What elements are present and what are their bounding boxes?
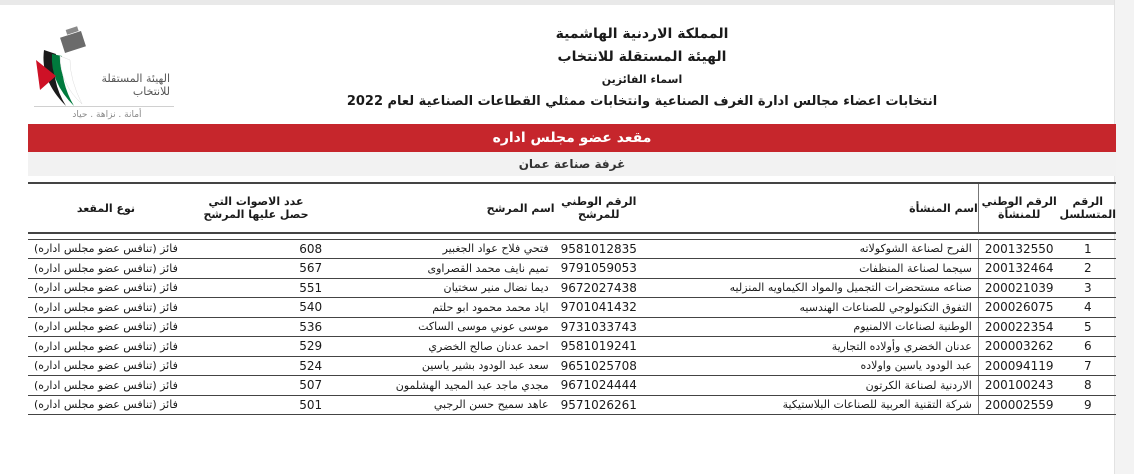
cell-facility-name: الوطنية لصناعات الالمنيوم [643, 317, 978, 337]
cell-national-id: 9791059053 [555, 259, 643, 279]
cell-serial: 8 [1060, 376, 1116, 396]
cell-serial: 6 [1060, 337, 1116, 357]
cell-votes: 529 [184, 337, 328, 357]
table-row [28, 376, 1116, 396]
cell-candidate-name: فتحي فلاح عواد الجغبير [328, 239, 554, 259]
cell-facility-name: الفرح لصناعة الشوكولاته [643, 239, 978, 259]
cell-candidate-name: عاهد سميح حسن الرجبي [328, 395, 554, 415]
table-row [28, 298, 1116, 318]
logo-motto: أمانة . نزاهة . حياد [72, 110, 142, 120]
cell-national-id: 9571026261 [555, 395, 643, 415]
cell-serial: 7 [1060, 356, 1116, 376]
logo-divider [34, 106, 174, 107]
cell-facility-name: شركة التقنية العربية للصناعات البلاستيكية [643, 395, 978, 415]
cell-seat-type: فائز (تنافس عضو مجلس اداره) [28, 356, 184, 376]
cell-votes: 501 [184, 395, 328, 415]
table-row [28, 317, 1116, 337]
cell-serial: 1 [1060, 239, 1116, 259]
cell-votes: 567 [184, 259, 328, 279]
cell-serial: 4 [1060, 298, 1116, 318]
cell-candidate-name: موسى عوني موسى الساكت [328, 317, 554, 337]
cell-facility-id: 200132464 [978, 259, 1059, 279]
header-commission: الهيئة المستقلة للانتخاب [557, 49, 727, 65]
table-row [28, 395, 1116, 415]
cell-seat-type: فائز (تنافس عضو مجلس اداره) [28, 395, 184, 415]
cell-facility-id: 200021039 [978, 278, 1059, 298]
cell-facility-id: 200003262 [978, 337, 1059, 357]
logo-text: الهيئة المستقلة للانتخاب [101, 72, 170, 98]
cell-serial: 5 [1060, 317, 1116, 337]
cell-votes: 536 [184, 317, 328, 337]
cell-facility-id: 200002559 [978, 395, 1059, 415]
cell-national-id: 9672027438 [555, 278, 643, 298]
cell-candidate-name: ديما نضال منير سختيان [328, 278, 554, 298]
table-row [28, 259, 1116, 279]
header-serial: الرقم المتسلسل [1060, 183, 1116, 233]
cell-serial: 2 [1060, 259, 1116, 279]
cell-facility-id: 200094119 [978, 356, 1059, 376]
header-facility-id: الرقم الوطني للمنشأة [978, 183, 1059, 233]
cell-serial: 3 [1060, 278, 1116, 298]
cell-seat-type: فائز (تنافس عضو مجلس اداره) [28, 278, 184, 298]
cell-facility-id: 200132550 [978, 239, 1059, 259]
chamber-name: غرفة صناعة عمان [28, 152, 1116, 176]
cell-seat-type: فائز (تنافس عضو مجلس اداره) [28, 259, 184, 279]
header-national-id: الرقم الوطني للمرشح [555, 183, 643, 233]
table-row [28, 356, 1116, 376]
cell-votes: 540 [184, 298, 328, 318]
cell-candidate-name: سعد عبد الودود بشير ياسين [328, 356, 554, 376]
cell-candidate-name: تميم نايف محمد القصراوى [328, 259, 554, 279]
cell-national-id: 9651025708 [555, 356, 643, 376]
cell-votes: 507 [184, 376, 328, 396]
header-subtitle: اسماء الفائزين [601, 73, 683, 86]
cell-candidate-name: احمد عدنان صالح الخضري [328, 337, 554, 357]
header-seat-type: نوع المقعد [28, 183, 184, 233]
table-row [28, 278, 1116, 298]
cell-facility-id: 200100243 [978, 376, 1059, 396]
header-facility-name: اسم المنشأة [643, 183, 978, 233]
cell-facility-name: عدنان الخضري وأولاده التجارية [643, 337, 978, 357]
cell-candidate-name: اياد محمد محمود ابو حلتم [328, 298, 554, 318]
header-kingdom: المملكة الاردنية الهاشمية [555, 26, 729, 42]
cell-serial: 9 [1060, 395, 1116, 415]
cell-national-id: 9731033743 [555, 317, 643, 337]
winners-table [28, 182, 1116, 415]
cell-facility-id: 200026075 [978, 298, 1059, 318]
top-rule [0, 0, 1134, 5]
seat-banner: مقعد عضو مجلس اداره [28, 124, 1116, 152]
cell-seat-type: فائز (تنافس عضو مجلس اداره) [28, 298, 184, 318]
cell-facility-name: سيجما لصناعة المنظفات [643, 259, 978, 279]
cell-seat-type: فائز (تنافس عضو مجلس اداره) [28, 376, 184, 396]
cell-national-id: 9581012835 [555, 239, 643, 259]
table-row [28, 337, 1116, 357]
cell-votes: 524 [184, 356, 328, 376]
cell-national-id: 9671024444 [555, 376, 643, 396]
cell-seat-type: فائز (تنافس عضو مجلس اداره) [28, 337, 184, 357]
scrollbar-strip[interactable] [1114, 0, 1134, 474]
cell-seat-type: فائز (تنافس عضو مجلس اداره) [28, 239, 184, 259]
cell-facility-name: الاردنية لصناعة الكرتون [643, 376, 978, 396]
cell-votes: 551 [184, 278, 328, 298]
cell-facility-name: صناعه مستحضرات التجميل والمواد الكيماويه المنزليه [643, 278, 978, 298]
header-election-title: انتخابات اعضاء مجالس ادارة الغرف الصناعية وانتخابات ممثلي القطاعات الصناعية لعام 2022 [346, 94, 938, 109]
table-row [28, 239, 1116, 259]
header-candidate-name: اسم المرشح [328, 183, 554, 233]
cell-votes: 608 [184, 239, 328, 259]
cell-seat-type: فائز (تنافس عضو مجلس اداره) [28, 317, 184, 337]
document-page [22, 6, 1114, 474]
cell-national-id: 9581019241 [555, 337, 643, 357]
header-votes: عدد الاصوات التي حصل عليها المرشح [184, 183, 328, 233]
election-commission-logo-icon [30, 20, 180, 120]
cell-candidate-name: مجدي ماجد عبد المجيد الهشلمون [328, 376, 554, 396]
cell-facility-name: التفوق التكنولوجي للصناعات الهندسيه [643, 298, 978, 318]
cell-national-id: 9701041432 [555, 298, 643, 318]
cell-facility-id: 200022354 [978, 317, 1059, 337]
cell-facility-name: عبد الودود ياسين واولاده [643, 356, 978, 376]
table-header-row [28, 183, 1116, 233]
